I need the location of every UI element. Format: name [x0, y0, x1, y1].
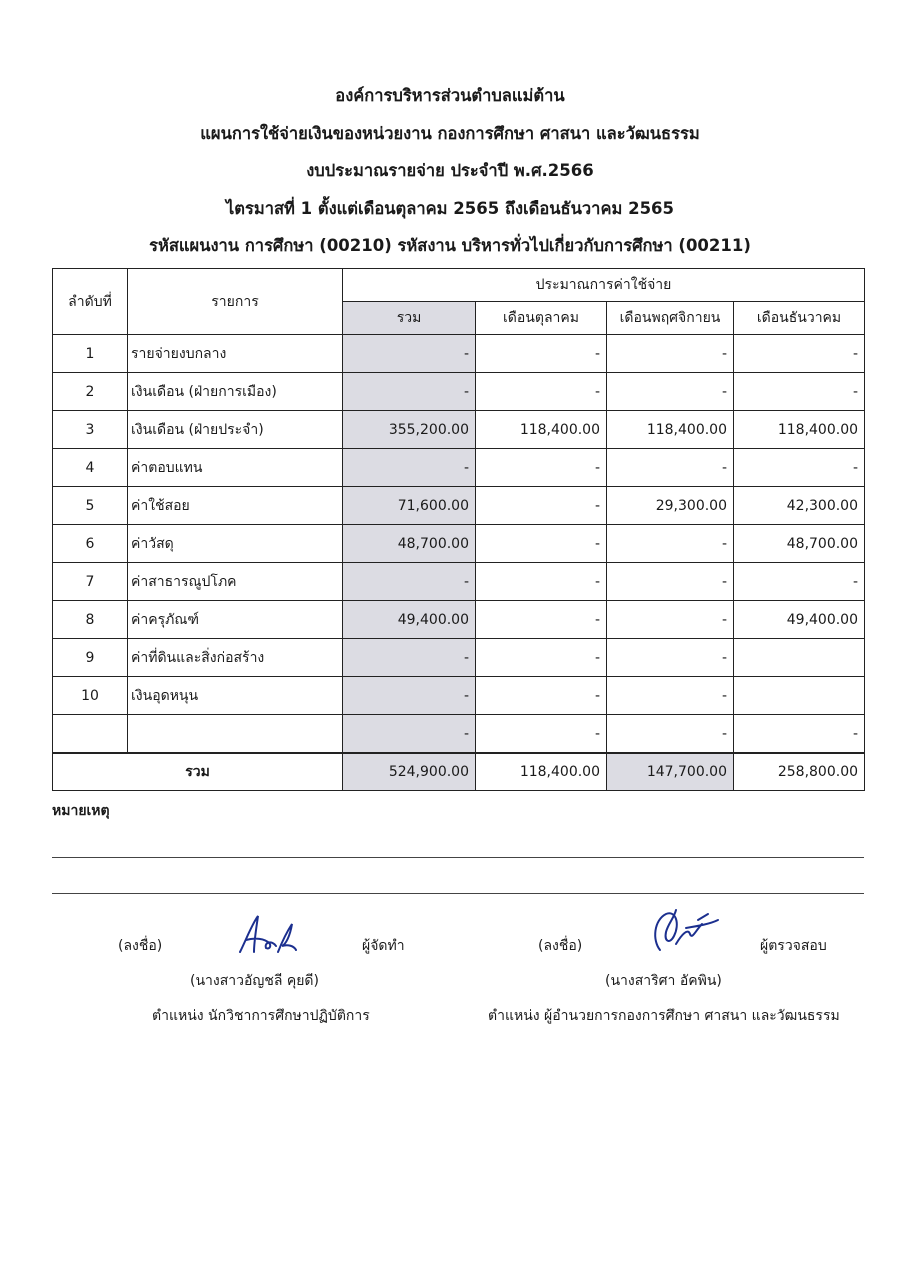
plan-codes: รหัสแผนงาน การศึกษา (00210) รหัสงาน บริหารทั่วไปเกี่ยวกับการศึกษา (00211) — [149, 236, 751, 255]
row-total: 71,600.00 — [343, 487, 476, 525]
row-dec: 48,700.00 — [734, 525, 865, 563]
row-item: ค่าสาธารณูปโภค — [128, 563, 343, 601]
quarter-period: ไตรมาสที่ 1 ตั้งแต่เดือนตุลาคม 2565 ถึงเดือนธันวาคม 2565 — [225, 199, 675, 218]
budget-table — [52, 268, 865, 791]
row-number: 2 — [53, 373, 128, 411]
table-row — [53, 373, 865, 411]
row-dec: 118,400.00 — [734, 411, 865, 449]
row-item: รายจ่ายงบกลาง — [128, 335, 343, 373]
total-nov: 147,700.00 — [607, 753, 734, 791]
row-oct: - — [476, 715, 607, 754]
row-nov: 29,300.00 — [607, 487, 734, 525]
org-name: องค์การบริหารส่วนตำบลแม่ต้าน — [335, 86, 565, 105]
table-row — [53, 639, 865, 677]
total-label: รวม — [53, 753, 343, 791]
row-number: 4 — [53, 449, 128, 487]
right-name: (นางสาริศา อัคพิน) — [605, 973, 722, 989]
row-item: เงินเดือน (ฝ่ายประจำ) — [128, 411, 343, 449]
table-row — [53, 411, 865, 449]
plan-title: แผนการใช้จ่ายเงินของหน่วยงาน กองการศึกษา ศาสนา และวัฒนธรรม — [200, 124, 700, 143]
table-row — [53, 601, 865, 639]
row-number: 9 — [53, 639, 128, 677]
right-role: ผู้ตรวจสอบ — [760, 938, 827, 954]
row-dec — [734, 677, 865, 715]
row-nov: - — [607, 563, 734, 601]
left-role: ผู้จัดทำ — [362, 938, 405, 954]
row-nov: - — [607, 601, 734, 639]
table-row — [53, 449, 865, 487]
row-number: 1 — [53, 335, 128, 373]
total-row — [53, 753, 865, 791]
col-header-oct: เดือนตุลาคม — [476, 302, 607, 335]
row-total: - — [343, 335, 476, 373]
table-row — [53, 677, 865, 715]
row-number: 7 — [53, 563, 128, 601]
row-number: 3 — [53, 411, 128, 449]
right-position: ตำแหน่ง ผู้อำนวยการกองการศึกษา ศาสนา และวัฒนธรรม — [488, 1008, 840, 1024]
row-item — [128, 715, 343, 754]
row-nov: - — [607, 373, 734, 411]
row-item: ค่าใช้สอย — [128, 487, 343, 525]
row-nov: - — [607, 525, 734, 563]
row-number: 6 — [53, 525, 128, 563]
row-item: ค่าที่ดินและสิ่งก่อสร้าง — [128, 639, 343, 677]
row-oct: - — [476, 335, 607, 373]
row-oct: - — [476, 487, 607, 525]
row-number — [53, 715, 128, 754]
row-dec: - — [734, 449, 865, 487]
right-signature-image — [646, 904, 722, 958]
row-oct: 118,400.00 — [476, 411, 607, 449]
row-nov: - — [607, 449, 734, 487]
row-dec: - — [734, 563, 865, 601]
table-row — [53, 335, 865, 373]
row-item: ค่าครุภัณฑ์ — [128, 601, 343, 639]
col-header-estimate: ประมาณการค่าใช้จ่าย — [343, 269, 865, 302]
row-total: - — [343, 449, 476, 487]
table-row — [53, 563, 865, 601]
row-item: เงินเดือน (ฝ่ายการเมือง) — [128, 373, 343, 411]
total-sum: 524,900.00 — [343, 753, 476, 791]
row-oct: - — [476, 601, 607, 639]
left-name: (นางสาวอัญชลี คุยดี) — [190, 973, 319, 989]
row-dec: - — [734, 373, 865, 411]
row-dec — [734, 639, 865, 677]
row-oct: - — [476, 639, 607, 677]
row-oct: - — [476, 677, 607, 715]
row-total: - — [343, 677, 476, 715]
left-sign-prefix: (ลงชื่อ) — [118, 938, 163, 954]
row-item: ค่าตอบแทน — [128, 449, 343, 487]
left-signature-image — [232, 912, 302, 960]
remarks-line-1 — [52, 857, 864, 858]
row-nov: - — [607, 639, 734, 677]
remarks-label: หมายเหตุ — [52, 803, 110, 819]
row-nov: - — [607, 715, 734, 754]
budget-year: งบประมาณรายจ่าย ประจำปี พ.ศ.2566 — [306, 161, 594, 180]
row-total: - — [343, 373, 476, 411]
row-total: - — [343, 715, 476, 754]
col-header-item: รายการ — [128, 269, 343, 335]
row-dec: - — [734, 335, 865, 373]
col-header-no: ลำดับที่ — [53, 269, 128, 335]
row-oct: - — [476, 563, 607, 601]
row-oct: - — [476, 525, 607, 563]
total-dec: 258,800.00 — [734, 753, 865, 791]
total-oct: 118,400.00 — [476, 753, 607, 791]
row-oct: - — [476, 373, 607, 411]
table-row — [53, 487, 865, 525]
row-number: 5 — [53, 487, 128, 525]
row-total: 355,200.00 — [343, 411, 476, 449]
row-nov: 118,400.00 — [607, 411, 734, 449]
row-nov: - — [607, 677, 734, 715]
row-nov: - — [607, 335, 734, 373]
row-dec: - — [734, 715, 865, 754]
col-header-nov: เดือนพฤศจิกายน — [607, 302, 734, 335]
row-number: 10 — [53, 677, 128, 715]
left-position: ตำแหน่ง นักวิชาการศึกษาปฏิบัติการ — [152, 1008, 370, 1024]
row-total: 48,700.00 — [343, 525, 476, 563]
remarks-line-2 — [52, 893, 864, 894]
row-number: 8 — [53, 601, 128, 639]
row-dec: 42,300.00 — [734, 487, 865, 525]
col-header-dec: เดือนธันวาคม — [734, 302, 865, 335]
row-item: ค่าวัสดุ — [128, 525, 343, 563]
row-oct: - — [476, 449, 607, 487]
right-sign-prefix: (ลงชื่อ) — [538, 938, 583, 954]
row-total: 49,400.00 — [343, 601, 476, 639]
row-total: - — [343, 639, 476, 677]
table-row — [53, 525, 865, 563]
col-header-total: รวม — [343, 302, 476, 335]
table-row — [53, 715, 865, 754]
row-item: เงินอุดหนุน — [128, 677, 343, 715]
row-dec: 49,400.00 — [734, 601, 865, 639]
row-total: - — [343, 563, 476, 601]
